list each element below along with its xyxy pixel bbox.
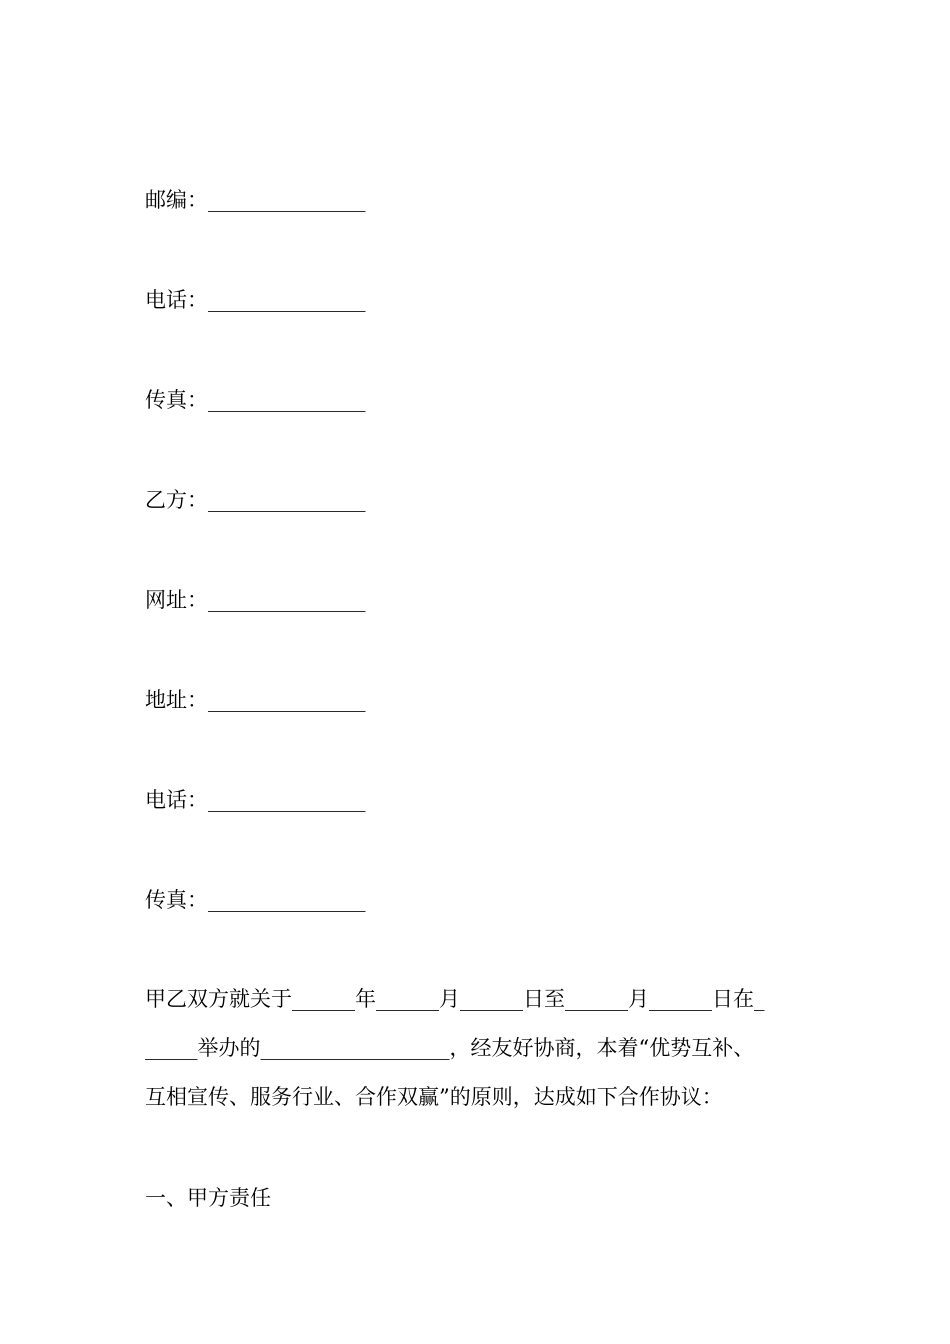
phone-field-party-a [145, 286, 366, 314]
party-b-label: 乙方： [145, 488, 208, 512]
fax-field-party-b [145, 886, 366, 914]
agreement-paragraph [145, 985, 815, 1132]
phone-field-party-b [145, 786, 366, 814]
phone-label: 电话： [145, 288, 208, 312]
party-b-blank: _______________ [208, 488, 366, 512]
fax-field-party-a [145, 386, 366, 414]
agreement-line-3: 互相宣传、服务行业、合作双赢”的原则，达成如下合作协议： [145, 1085, 723, 1109]
fax-label: 传真： [145, 888, 208, 912]
phone-blank: _______________ [208, 788, 366, 812]
postcode-label: 邮编： [145, 188, 208, 212]
website-label: 网址： [145, 588, 208, 612]
agreement-line-2: _____举办的__________________，经友好协商，本着“优势互补、 [145, 1036, 755, 1060]
section-heading: 一、甲方责任 [145, 1186, 271, 1210]
address-label: 地址： [145, 688, 208, 712]
phone-label: 电话： [145, 788, 208, 812]
website-blank: _______________ [208, 588, 366, 612]
address-field [145, 686, 366, 714]
postcode-blank: _______________ [208, 188, 366, 212]
party-b-field [145, 486, 366, 514]
fax-blank: _______________ [208, 388, 366, 412]
agreement-line-1: 甲乙双方就关于______年______月______日至______月______日在_ [145, 987, 765, 1011]
postcode-field [145, 186, 366, 214]
website-field [145, 586, 366, 614]
phone-blank: _______________ [208, 288, 366, 312]
address-blank: _______________ [208, 688, 366, 712]
fax-label: 传真： [145, 388, 208, 412]
fax-blank: _______________ [208, 888, 366, 912]
